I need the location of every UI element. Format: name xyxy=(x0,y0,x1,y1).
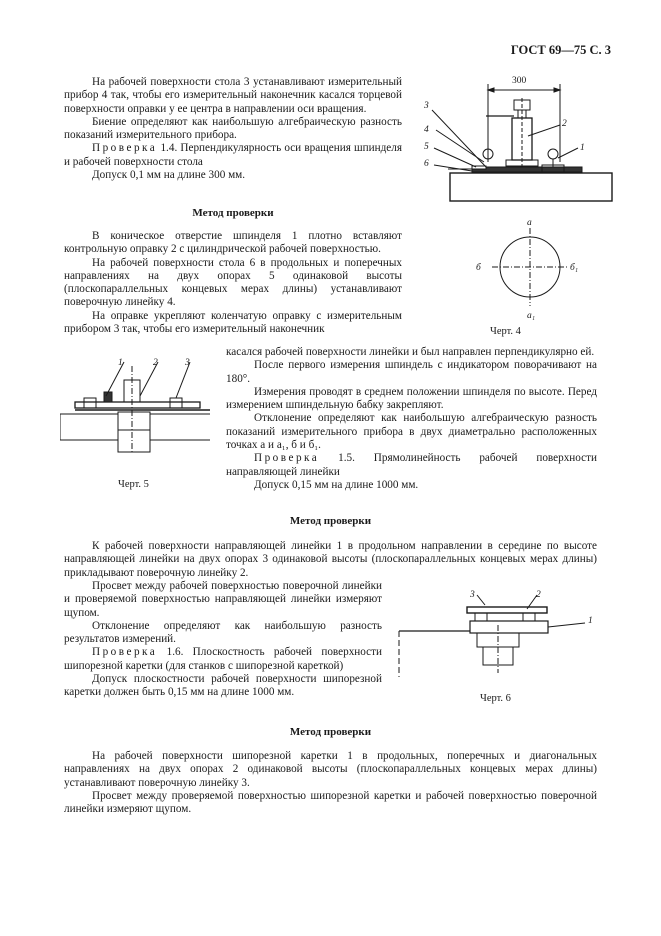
callout-label: 2 xyxy=(536,590,541,600)
method-heading: Метод проверки xyxy=(289,726,372,738)
callout-label: 3 xyxy=(424,101,429,111)
check-1-5 xyxy=(226,452,597,479)
callout-label: 2 xyxy=(153,358,158,368)
paragraph: На оправке укрепляют коленчатую оправку с измерительным прибором 3 так, чтобы его измерительный наконечник xyxy=(64,309,402,336)
check-text: 1.4. Перпендикулярность оси вращения шпинделя и рабочей поверхности стола xyxy=(64,142,403,168)
figure-caption: Черт. 6 xyxy=(480,693,511,704)
figure-5 xyxy=(60,352,225,472)
dimension-label: 300 xyxy=(512,76,527,86)
paragraph: На рабочей поверхности шипорезной каретки 1 в продольных, поперечных и диагональных направлениях на двух опорах 2 одинаковой высоты (плоскопараллельных концевых мерах длины) устанавливают поверочную линейку 3. xyxy=(64,750,597,789)
figure-6 xyxy=(395,585,605,695)
method-heading: Метод проверки xyxy=(192,207,274,219)
paragraph: На рабочей поверхности стола 6 в продольных и поперечных направлениях на двух опорах 5 одинаковой высоты (плоскопараллельных концевых мерах длины) устанавливают поверочную линейку 4. xyxy=(64,256,402,309)
method-heading: Метод проверки xyxy=(289,515,372,527)
page-header: ГОСТ 69—75 С. 3 xyxy=(510,43,611,57)
paragraph: Отклонение определяют как наибольшую алгебраическую разность показаний измерительного прибора в двух диаметрально расположенных точках а и а₁, б и б₁. xyxy=(226,412,597,452)
check-label: Проверка xyxy=(92,646,158,659)
callout-label: 2 xyxy=(562,119,567,129)
tolerance: Допуск 0,15 мм на длине 1000 мм. xyxy=(254,478,419,491)
paragraph: Просвет между проверяемой поверхностью шипорезной каретки и рабочей поверхностью поверочной линейки измеряют щупом. xyxy=(64,789,597,816)
point-label: б xyxy=(476,263,481,273)
paragraph: В коническое отверстие шпинделя 1 плотно вставляют контрольную оправку 2 с цилиндрической рабочей поверхностью. xyxy=(64,230,402,256)
text-block-method1 xyxy=(64,230,402,336)
paragraph: К рабочей поверхности направляющей линейки 1 в продольном направлении в середине по высоте направляющей линейки на двух опорах 3 одинаковой высоты (плоскопараллельных концевых мерах длины) прикладывают поверочную линейку 2. xyxy=(64,540,597,579)
figure-caption: Черт. 4 xyxy=(490,326,521,337)
check-label: Проверка xyxy=(92,142,158,155)
callout-label: 5 xyxy=(424,142,429,152)
check-text: 1.6. Плоскостность рабочей поверхности шипорезной каретки (для станков с шипорезной кареткой) xyxy=(64,646,382,672)
paragraph: Измерения проводят в среднем положении шпинделя по высоте. Перед измерением шпиндельную бабку закрепляют. xyxy=(226,385,597,412)
callout-label: 6 xyxy=(424,159,429,169)
callout-label: 1 xyxy=(118,358,123,368)
callout-label: 3 xyxy=(185,358,190,368)
text-block-method2-left xyxy=(64,580,382,700)
check-text: 1.5. Прямолинейность рабочей поверхности направляющей линейки xyxy=(226,452,597,478)
paragraph: На рабочей поверхности стола 3 устанавливают измерительный прибор 4 так, чтобы его измерительный наконечник касался торцевой поверхности оправки у ее центра в направлении оси вращения. xyxy=(64,76,402,115)
paragraph: Отклонение определяют как наибольшую разность результатов измерений. xyxy=(64,619,382,646)
text-block-method3 xyxy=(64,750,597,816)
point-label: а₁ xyxy=(527,311,536,321)
tolerance: Допуск плоскостности рабочей поверхности шипорезной каретки должен быть 0,15 мм на длине 1000 мм. xyxy=(64,673,382,699)
callout-label: 1 xyxy=(588,616,593,626)
paragraph: касался рабочей поверхности линейки и был направлен перпендикулярно ей. xyxy=(226,346,595,358)
paragraph: Просвет между рабочей поверхностью поверочной линейки и проверяемой поверхностью направляющей линейки измеряют щупом. xyxy=(64,580,382,619)
text-block-right xyxy=(226,346,597,492)
point-label: б₁ xyxy=(570,263,579,273)
text-block-top xyxy=(64,76,402,182)
callout-label: 4 xyxy=(424,125,429,135)
check-1-6 xyxy=(64,646,382,673)
tolerance: Допуск 0,1 мм на длине 300 мм. xyxy=(92,169,246,182)
point-label: а xyxy=(527,218,532,228)
text-block-method2 xyxy=(64,540,597,580)
paragraph: После первого измерения шпиндель с индикатором поворачивают на 180°. xyxy=(226,359,597,385)
callout-label: 3 xyxy=(470,590,475,600)
check-label: Проверка xyxy=(254,452,320,465)
check-1-4 xyxy=(64,142,402,169)
callout-label: 1 xyxy=(580,143,585,153)
paragraph: Биение определяют как наибольшую алгебраическую разность показаний измерительного прибора. xyxy=(64,115,402,142)
figure-caption: Черт. 5 xyxy=(118,479,149,490)
figure-4 xyxy=(410,70,620,345)
